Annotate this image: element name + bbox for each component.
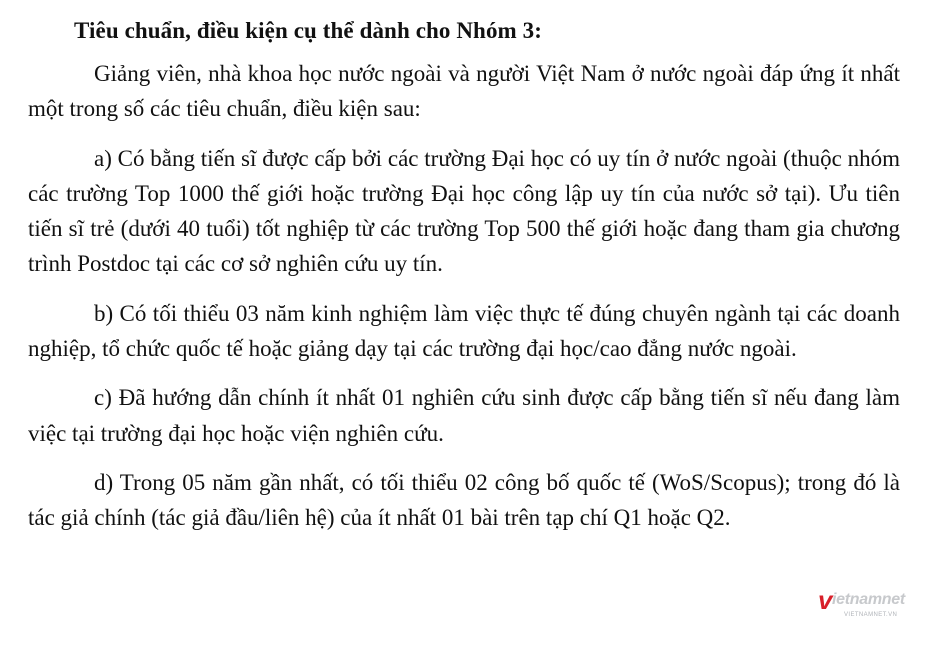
watermark-logo-subtext: VIETNAMNET.VN xyxy=(844,612,898,618)
watermark-logo-text: ietnamnet xyxy=(832,591,905,608)
criterion-c: c) Đã hướng dẫn chính ít nhất 01 nghiên cứu sinh được cấp bằng tiến sĩ nếu đang làm việc tại trường đại học hoặc viện nghiên cứu. xyxy=(28,385,900,446)
criterion-a: a) Có bằng tiến sĩ được cấp bởi các trường Đại học có uy tín ở nước ngoài (thuộc nhóm các trường Top 1000 thế giới hoặc trường Đại học công lập uy tín của nước sở tại). Ưu tiên tiến sĩ trẻ (dưới 40 tuổi) tốt nghiệp từ các trường Top 500 thế giới hoặc đang tham gia chương trình Postdoc tại các cơ sở nghiên cứu uy tín. xyxy=(28,145,900,277)
criterion-d: d) Trong 05 năm gần nhất, có tối thiểu 02 công bố quốc tế (WoS/Scopus); trong đó là tác giả chính (tác giả đầu/liên hệ) của ít nhất 01 bài trên tạp chí Q1 hoặc Q2. xyxy=(28,469,900,531)
watermark-logo-letter: v xyxy=(818,585,833,615)
criterion-b: b) Có tối thiểu 03 năm kinh nghiệm làm việc thực tế đúng chuyên ngành tại các doanh nghiệp, tổ chức quốc tế hoặc giảng dạy tại các trường đại học/cao đẳng nước ngoài. xyxy=(28,300,900,362)
intro-paragraph: Giảng viên, nhà khoa học nước ngoài và người Việt Nam ở nước ngoài đáp ứng ít nhất một trong số các tiêu chuẩn, điều kiện sau: xyxy=(28,61,900,122)
vietnamnet-watermark-logo xyxy=(818,586,918,626)
document-body xyxy=(28,14,900,536)
document-heading: Tiêu chuẩn, điều kiện cụ thể dành cho Nhóm 3: xyxy=(74,18,543,43)
